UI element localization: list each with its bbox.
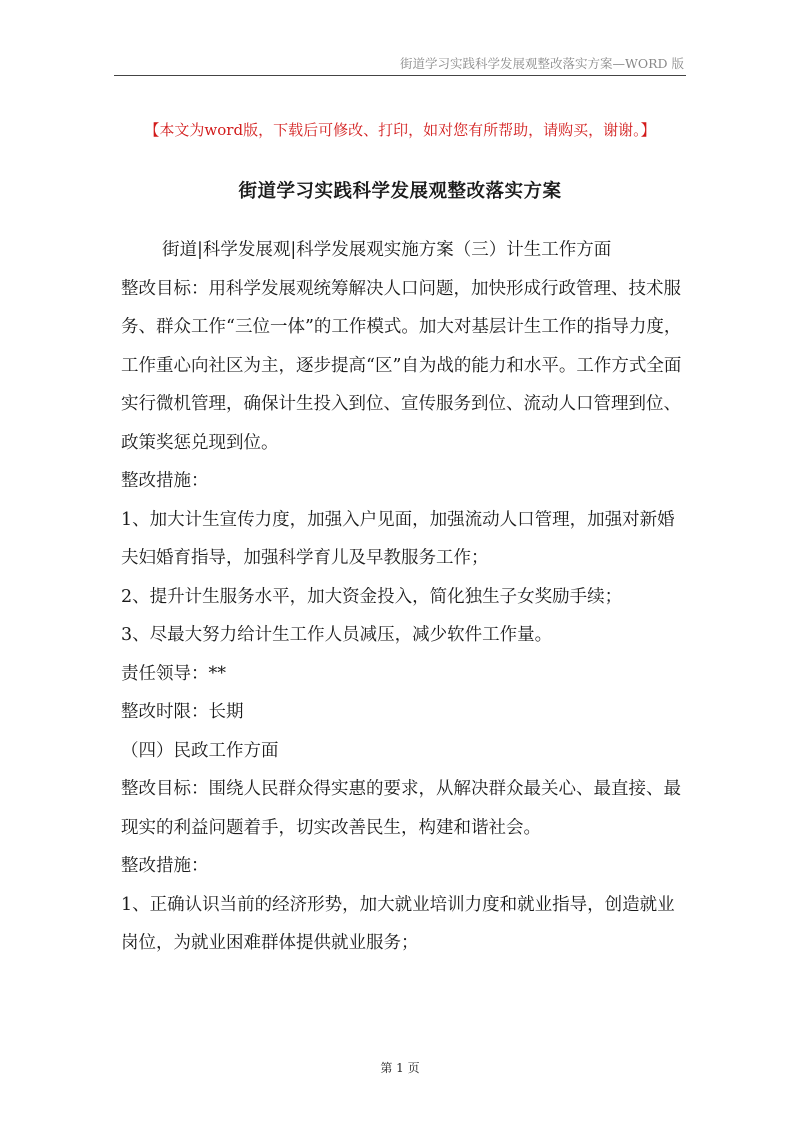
paragraph-goal: 整改目标：用科学发展观统筹解决人口问题，加快形成行政管理、技术服务、群众工作“三位一体”的工作模式。加大对基层计生工作的指导力度，工作重心向社区为主，逐步提高“区”自为战的能力和水平。工作方式全面实行微机管理，确保计生投入到位、宣传服务到位、流动人口管理到位、政策奖惩兑现到位。 <box>121 278 682 453</box>
document-body <box>121 231 687 963</box>
paragraph-measures-heading: 整改措施： <box>121 471 209 491</box>
paragraph-measure-1: 1、加大计生宣传力度，加强入户见面，加强流动人口管理，加强对新婚夫妇婚育指导，加强科学育儿及早教服务工作； <box>121 509 675 568</box>
document-title: 街道学习实践科学发展观整改落实方案 <box>238 181 562 202</box>
purchase-notice: 【本文为word版，下载后可修改、打印，如对您有所帮助，请购买，谢谢。】 <box>144 121 656 139</box>
header-divider <box>114 75 686 76</box>
paragraph-intro: 街道|科学发展观|科学发展观实施方案（三）计生工作方面 <box>162 240 612 260</box>
paragraph-civil-measures-heading: 整改措施： <box>121 856 209 876</box>
paragraph-section-heading: （四）民政工作方面 <box>121 740 279 761</box>
paragraph-responsible-leader: 责任领导：** <box>121 663 226 684</box>
paragraph-civil-measure-1: 1、正确认识当前的经济形势，加大就业培训力度和就业指导，创造就业岗位，为就业困难群体提供就业服务； <box>121 894 675 953</box>
paragraph-deadline: 整改时限：长期 <box>121 702 244 722</box>
paragraph-civil-goal: 整改目标：围绕人民群众得实惠的要求，从解决群众最关心、最直接、最现实的利益问题着手，切实改善民生，构建和谐社会。 <box>121 779 681 838</box>
paragraph-measure-3: 3、尽最大努力给计生工作人员减压，减少软件工作量。 <box>121 625 553 645</box>
running-header: 街道学习实践科学发展观整改落实方案—WORD 版 <box>399 56 684 71</box>
paragraph-measure-2: 2、提升计生服务水平，加大资金投入，简化独生子女奖励手续； <box>121 586 623 607</box>
page-number: 第 1 页 <box>380 1061 420 1075</box>
